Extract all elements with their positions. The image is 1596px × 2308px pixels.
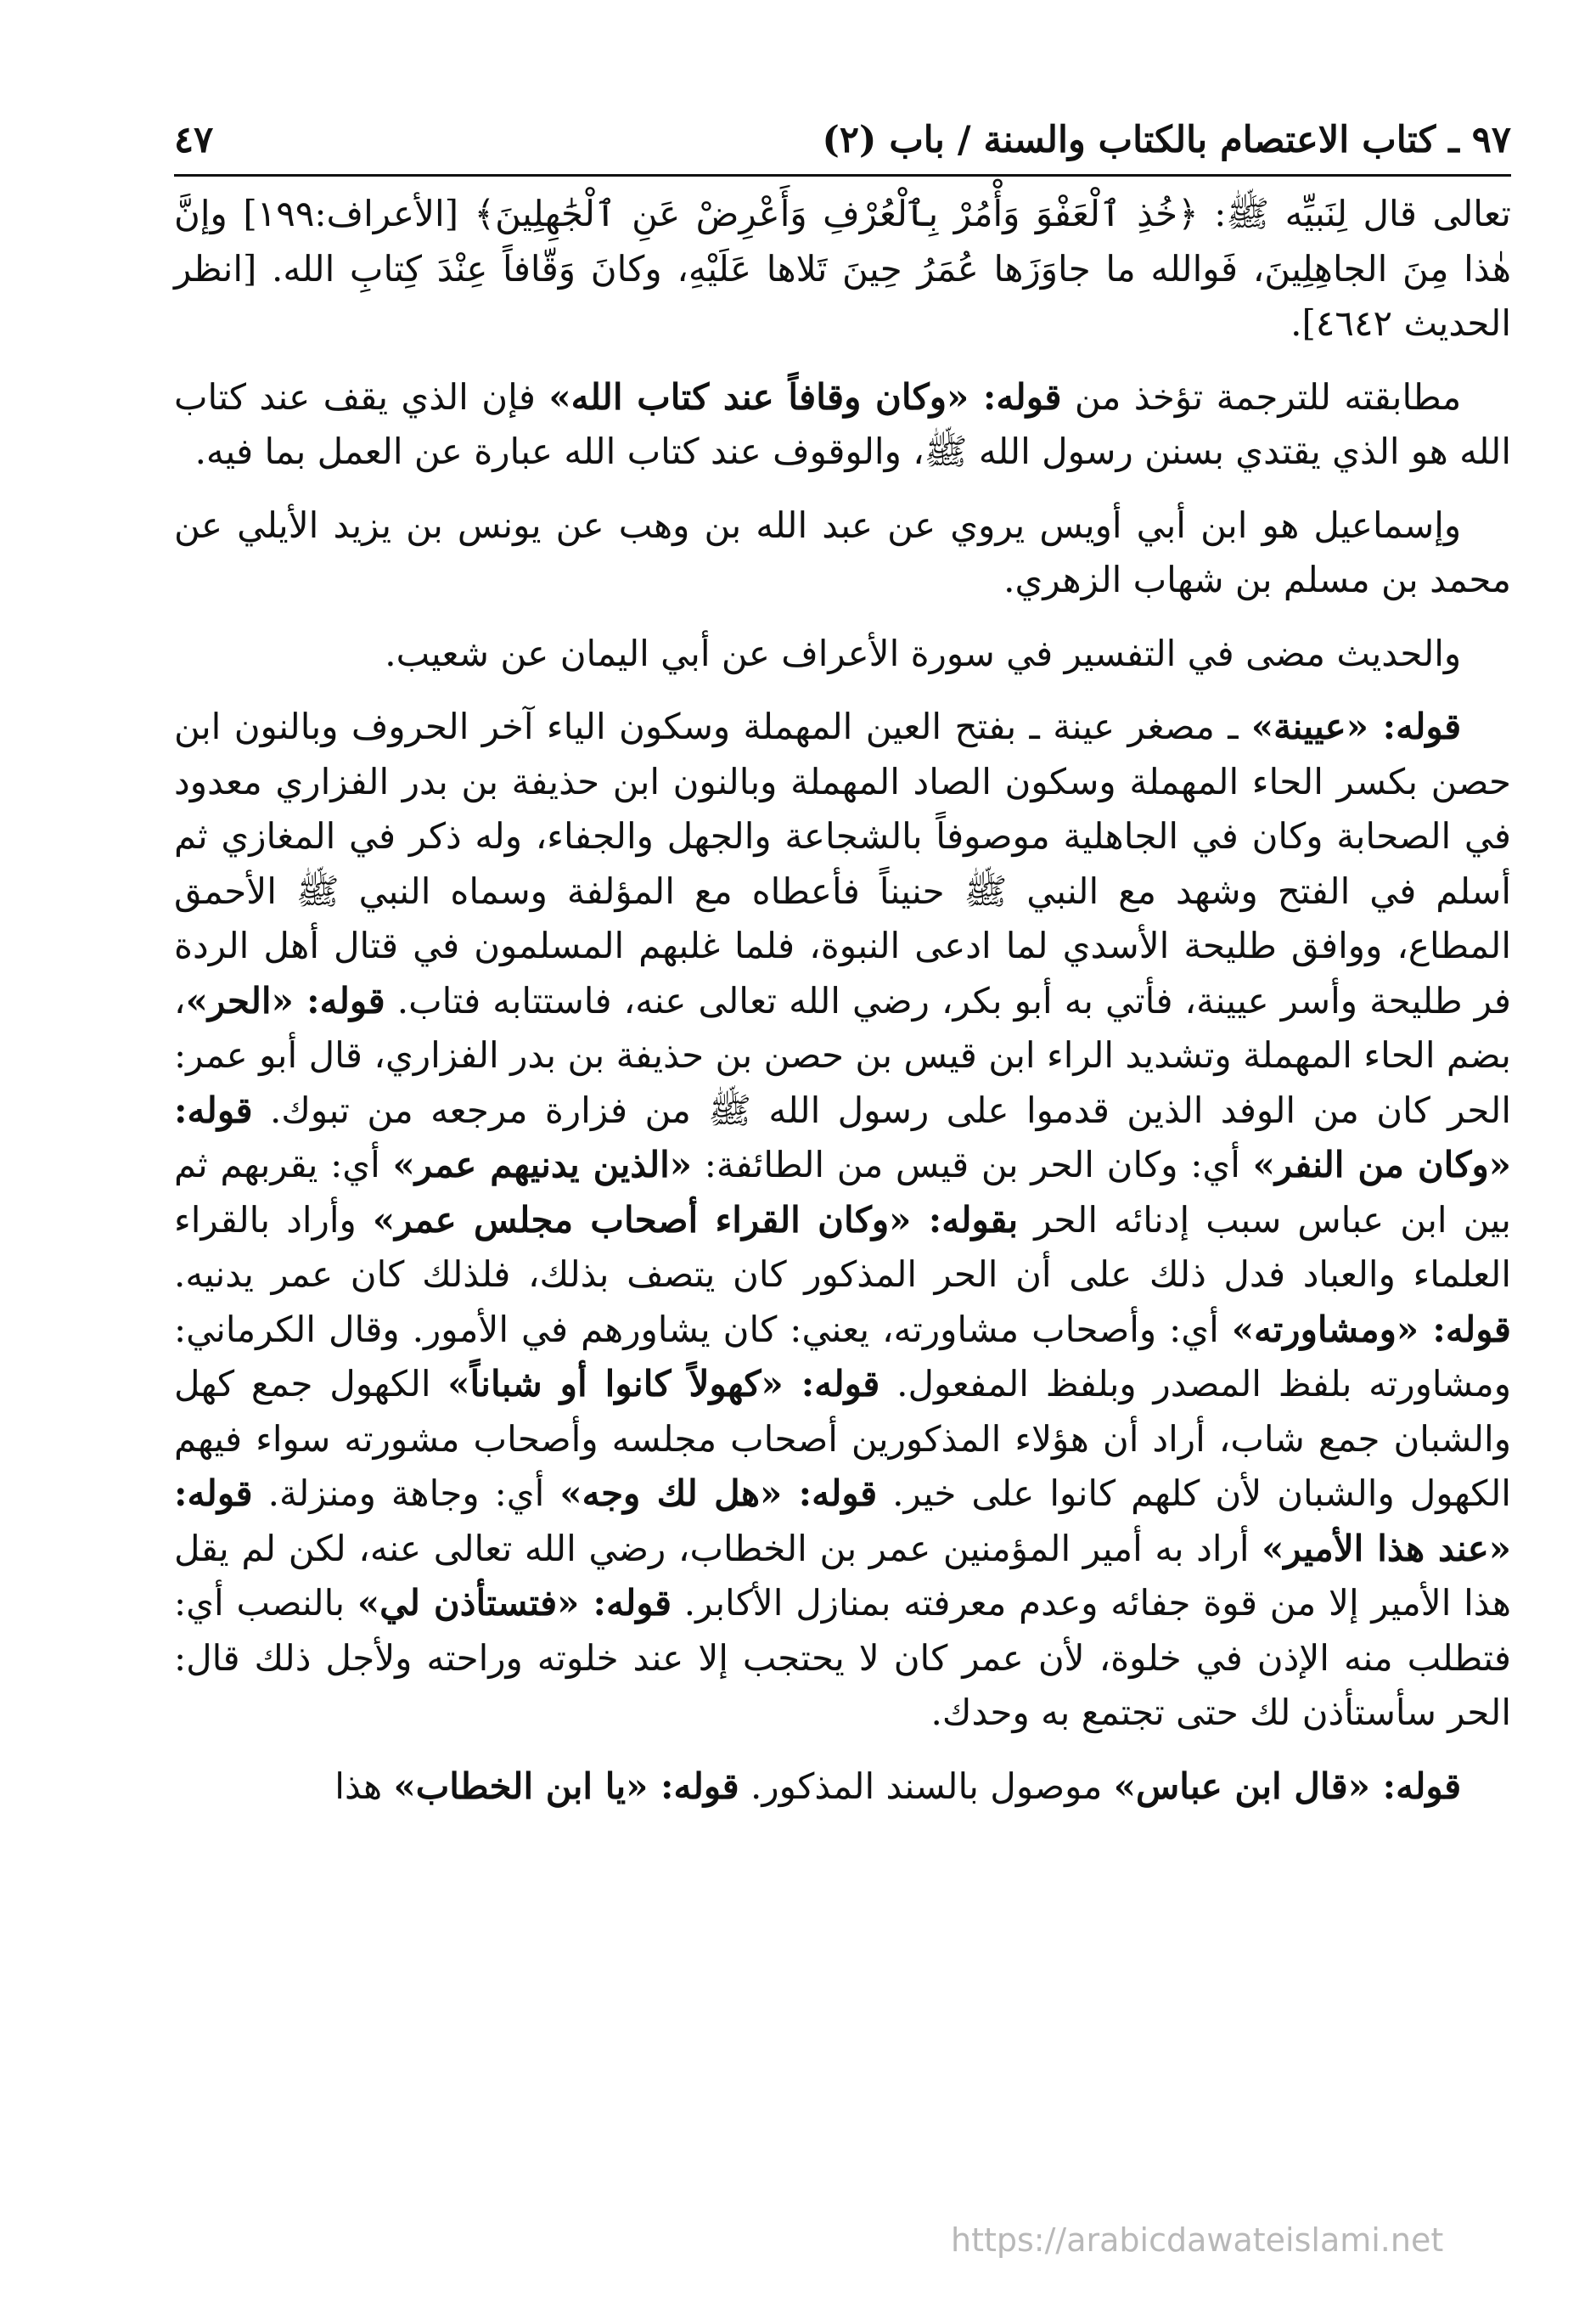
text-segment: ـ مصغر عينة ـ بفتح العين المهملة وسكون الياء آخر الحروف وبالنون ابن حصن بكسر الحاء المهملة وسكون الصاد المهملة وبالنون ابن حذيفة بن بدر الفزاري معدود في الصحابة وكان في الجاهلية موصوفاً بالشجاعة والجهل والجفاء، وله ذكر في المغازي ثم أسلم في الفتح وشهد مع النبي ﷺ حنيناً فأعطاه مع المؤلفة وسماه النبي ﷺ الأحمق المطاع، ووافق طليحة الأسدي لما ادعى النبوة، فلما غلبهم المسلمون في قتال أهل الردة فر طليحة وأسر عيينة، فأتي به أبو بكر، رضي الله تعالى عنه، فاستتابه فتاب.: [174, 706, 1512, 1022]
bold-lemma: قوله: «الحر»: [185, 979, 385, 1022]
watermark-url: https://arabicdawateislami.net: [951, 2221, 1444, 2259]
text-segment: والحديث مضى في التفسير في سورة الأعراف عن أبي اليمان عن شعيب.: [385, 632, 1462, 674]
text-segment: بالنصب أي: فتطلب منه الإذن في خلوة، لأن عمر كان لا يحتجب إلا عند خلوته وراحته ولأجل ذلك قال: الحر سأستأذن لك حتى تجتمع به وحدك.: [174, 1582, 1511, 1733]
bold-lemma: قوله: «قال ابن عباس»: [1113, 1765, 1462, 1807]
running-title: ٩٧ ـ كتاب الاعتصام بالكتاب والسنة / باب (٢): [822, 119, 1511, 161]
text-segment: أي: وأصحاب مشاورته، يعني: كان يشاورهم في الأمور. وقال الكرماني: ومشاورته بلفظ المصدر وبلفظ المفعول.: [174, 1308, 1511, 1405]
text-segment: الكهول جمع كهل والشبان جمع شاب، أراد أن هؤلاء المذكورين أصحاب مجلسه وأصحاب مشورته سواء فيهم الكهول والشبان لأن كلهم كانوا على خير.: [174, 1363, 1511, 1514]
text-segment: ، بضم الحاء المهملة وتشديد الراء ابن قيس بن حصن بن حذيفة بن بدر الفزاري، قال أبو عمر: الحر كان من الوفد الذين قدموا على رسول الله ﷺ من فزارة مرجعه من تبوك.: [174, 979, 1511, 1131]
bold-lemma: قوله: «عيينة»: [1250, 706, 1462, 747]
bold-lemma: قوله: «كهولاً كانوا أو شباناً»: [447, 1363, 880, 1405]
commentary-paragraph: [174, 1759, 1511, 1815]
text-segment: أراد به أمير المؤمنين عمر بن الخطاب، رضي الله تعالى عنه، لكن لم يقل هذا الأمير إلا من قوة جفائه وعدم معرفته بمنازل الأكابر.: [174, 1527, 1512, 1624]
bold-lemma: قوله: «وكان من النفر»: [174, 1089, 1512, 1185]
text-segment: فإن الذي يقف عند كتاب الله هو الذي يقتدي بسنن رسول الله ﷺ، والوقوف عند كتاب الله عبارة عن العمل بما فيه.: [174, 375, 1511, 472]
bold-lemma: قوله: «يا ابن الخطاب»: [393, 1765, 739, 1807]
hadith-text: [174, 187, 1511, 352]
bold-lemma: «الذين يدنيهم عمر»: [392, 1144, 693, 1185]
bold-lemma: قوله: «ومشاورته»: [1231, 1308, 1512, 1350]
commentary-paragraph: [174, 627, 1511, 682]
page-header: [174, 106, 1511, 177]
bold-lemma: قوله: «عند هذا الأمير»: [174, 1472, 1512, 1569]
text-segment: موصول بالسند المذكور.: [739, 1765, 1114, 1807]
bold-lemma: قوله: «فتستأذن لي»: [357, 1582, 672, 1624]
text-segment: أي: وجاهة ومنزلة.: [252, 1472, 560, 1514]
page-number: ٤٧: [174, 119, 214, 161]
text-segment: وأراد بالقراء العلماء والعباد فدل ذلك على أن الحر المذكور كان يتصف بذلك، فلذلك كان عمر يدنيه.: [174, 1198, 1511, 1295]
bold-lemma: قوله: «وكان وقافاً عند كتاب الله»: [548, 375, 1062, 418]
commentary-paragraph: [174, 370, 1511, 480]
bold-lemma: قوله: «هل لك وجه»: [559, 1472, 878, 1514]
text-segment: تعالى قال لِنَبيِّه ﷺ: ﴿خُذِ ٱلْعَفْوَ وَأْمُرْ بِٱلْعُرْفِ وَأَعْرِضْ عَنِ ٱلْجَٰهِلِينَ﴾ [الأعراف:١٩٩] وإنَّ هٰذا مِنَ الجاهِلِينَ، فَوالله ما جاوَزَها عُمَرُ حِينَ تَلاها عَلَيْهِ، وكانَ وَقّافاً عِنْدَ كِتابِ الله. [انظر الحديث ٤٦٤٢].: [174, 193, 1511, 344]
text-segment: مطابقته للترجمة تؤخذ من: [1061, 375, 1462, 418]
text-segment: وإسماعيل هو ابن أبي أويس يروي عن عبد الله بن وهب عن يونس بن يزيد الأيلي عن محمد بن مسلم بن شهاب الزهري.: [174, 504, 1511, 600]
bold-lemma: بقوله: «وكان القراء أصحاب مجلس عمر»: [372, 1198, 1019, 1241]
commentary-paragraph: [174, 498, 1511, 608]
main-text: [174, 187, 1511, 1832]
text-segment: أي: يقربهم ثم بين ابن عباس سبب إدنائه الحر: [174, 1144, 1511, 1241]
text-segment: هذا: [334, 1765, 394, 1807]
text-segment: أي: وكان الحر بن قيس من الطائفة:: [692, 1144, 1253, 1185]
commentary-paragraph: [174, 700, 1511, 1741]
